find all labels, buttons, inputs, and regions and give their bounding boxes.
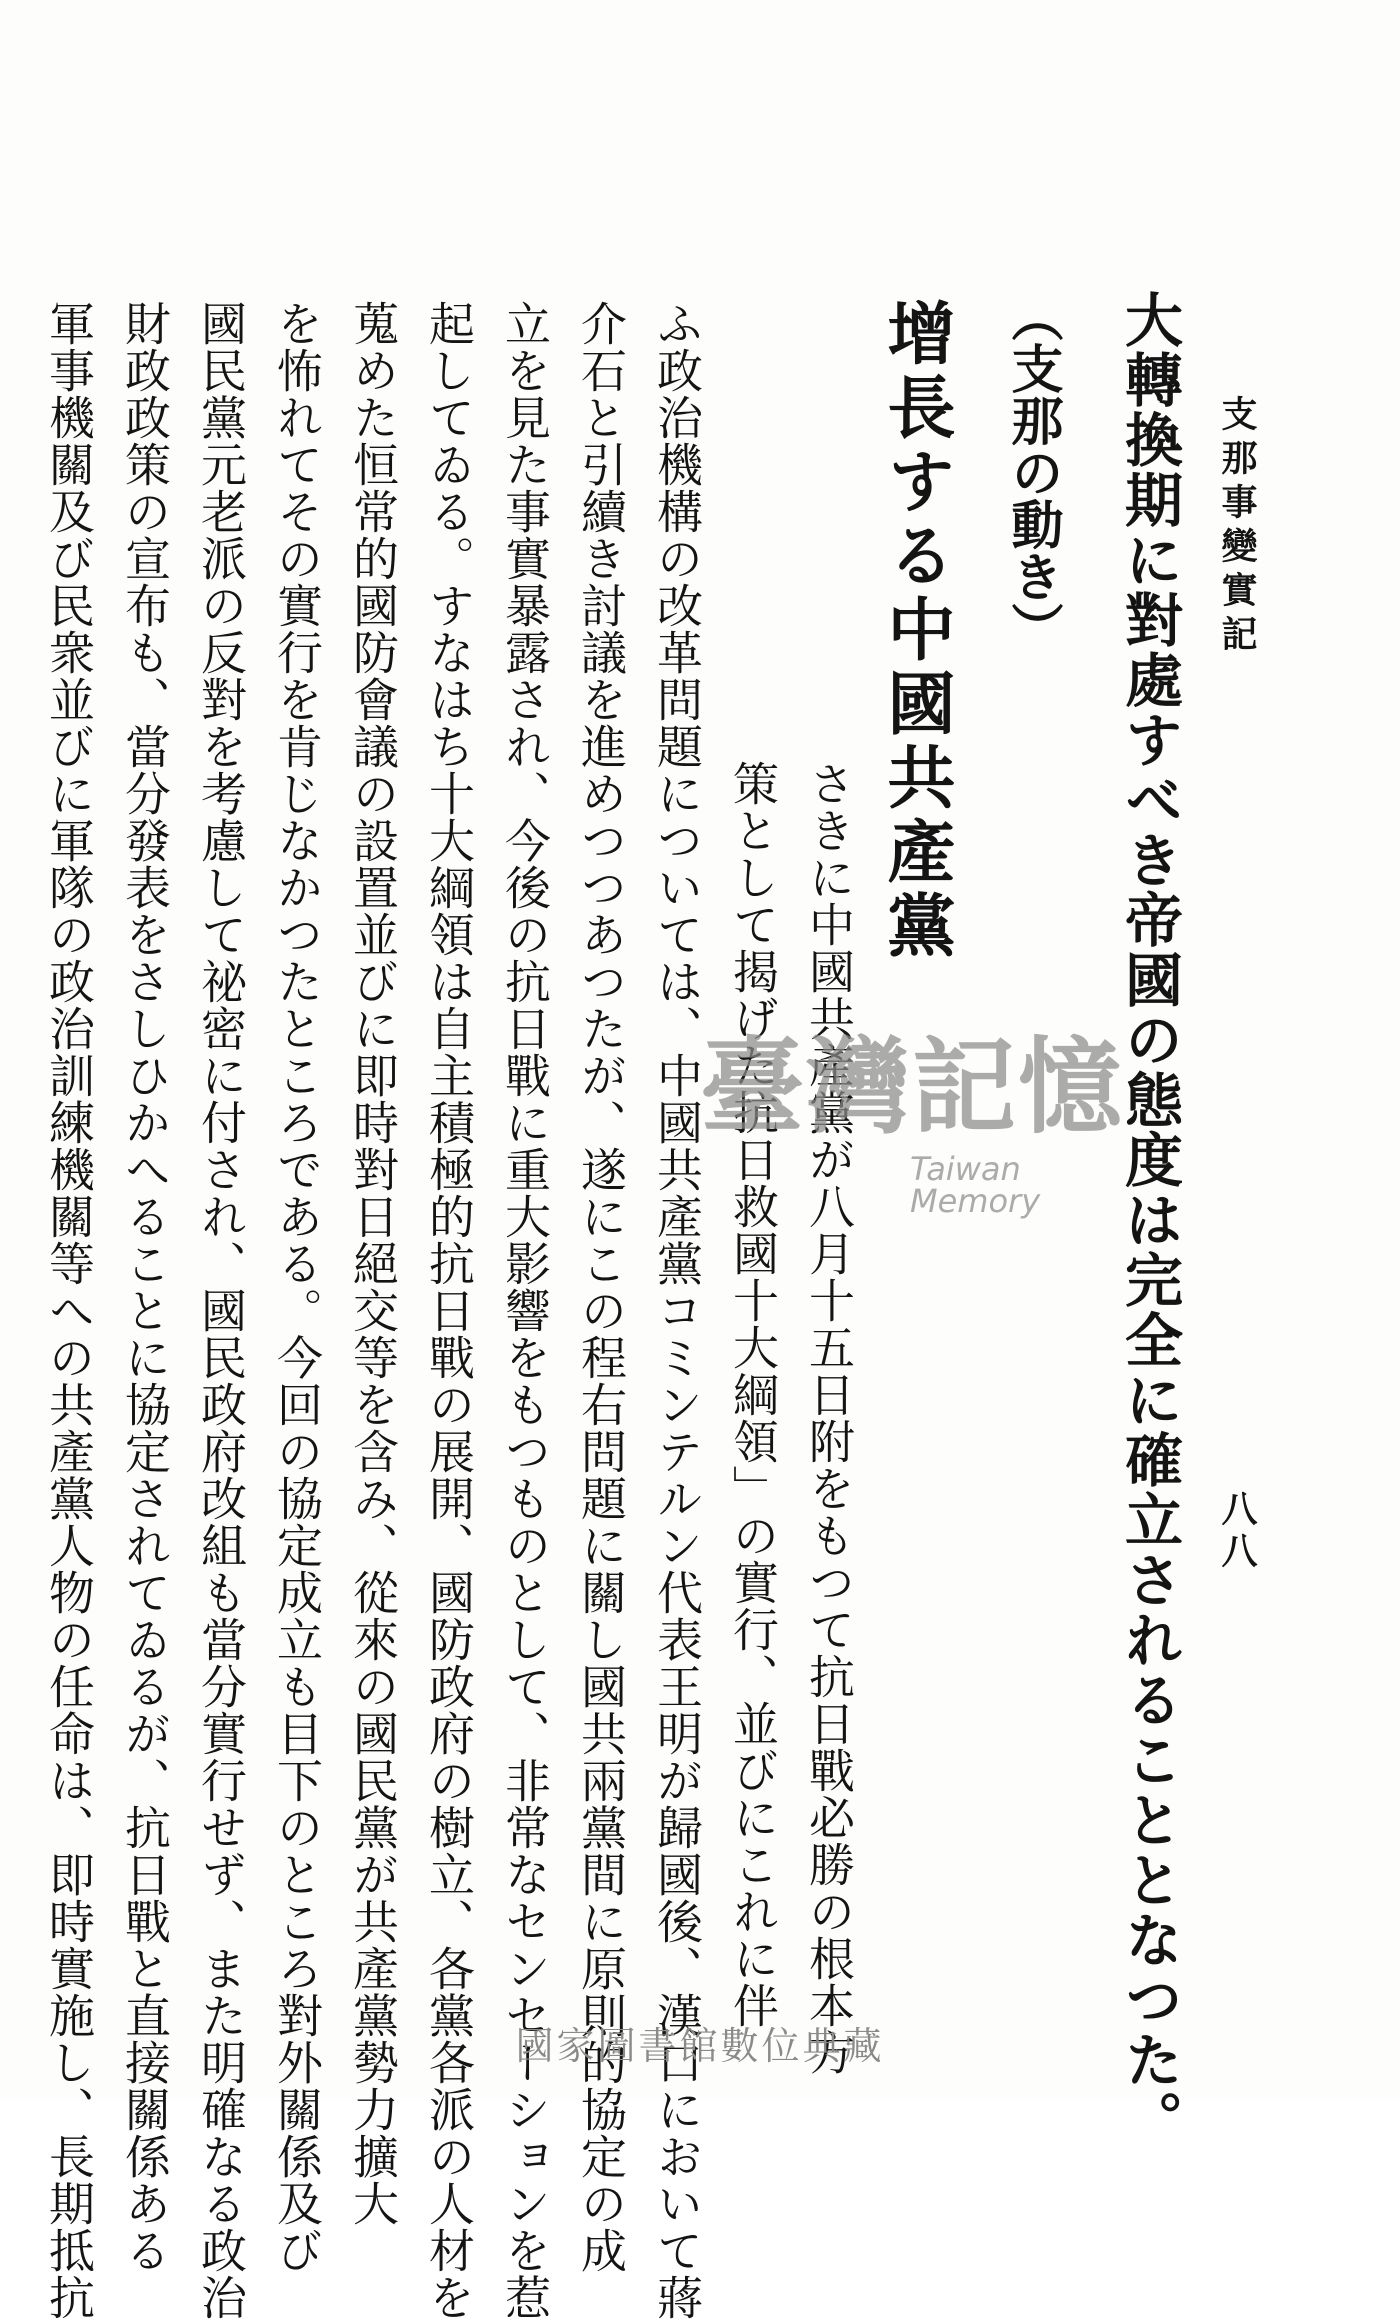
watermark-chinese: 臺灣記憶 [700, 1025, 1125, 1148]
article-heading: 增長する中國共產黨 [876, 298, 956, 964]
body-line: さきに中國共產黨が八月十五日附をもつて抗日戰必勝の根本方 [802, 760, 856, 2076]
body-line: 國民黨元老派の反對を考慮して祕密に付され、國民政府改組も當分實行せず、また明確なる政治 [194, 300, 248, 2321]
watermark [700, 1025, 1160, 1220]
body-line: 蒐めた恒常的國防會議の設置並びに即時對日絕交等を含み、從來の國民黨が共產黨勢力擴大 [346, 300, 400, 2227]
body-line: ふ政治機構の改革問題については、中國共產黨コミンテルン代表王明が歸國後、漢口において蔣 [650, 300, 704, 2321]
running-header-title: 支那事變實記 [1216, 395, 1258, 659]
body-line: 立を見た事實暴露され、今後の抗日戰に重大影響をもつものとして、非常なセンセーションを惹 [498, 300, 552, 2321]
body-line: を怖れてその實行を肯じなかつたところである。今回の協定成立も目下のところ對外關係及び [270, 300, 324, 2274]
footer-credit: 國家圖書館數位典藏 [515, 2024, 885, 2068]
body-line: 介石と引續き討議を進めつつあつたが、遂にこの程右問題に關し國共兩黨間に原則的協定の成 [574, 300, 628, 2274]
watermark-english: Taiwan Memory [910, 1150, 1041, 1220]
page-number: 八八 [1216, 1490, 1258, 1574]
body-line: 策として揭げた抗日救國十大綱領」の實行、並びにこれに伴 [726, 760, 780, 2029]
body-line: 財政政策の宣布も、當分發表をさしひかへることに協定されてゐるが、抗日戰と直接關係ある [118, 300, 172, 2274]
body-line: 起してゐる。すなはち十大綱領は自主積極的抗日戰の展開、國防政府の樹立、各黨各派の人材を [422, 300, 476, 2321]
intro-line: 大轉換期に對處すべき帝國の態度は完全に確立されることとなつた。 [1115, 290, 1183, 2150]
body-line: 軍事機關及び民衆並びに軍隊の政治訓練機關等への共產黨人物の任命は、即時實施し、長期抵抗 [42, 300, 96, 2321]
section-label: （支那の動き） [1002, 290, 1062, 654]
